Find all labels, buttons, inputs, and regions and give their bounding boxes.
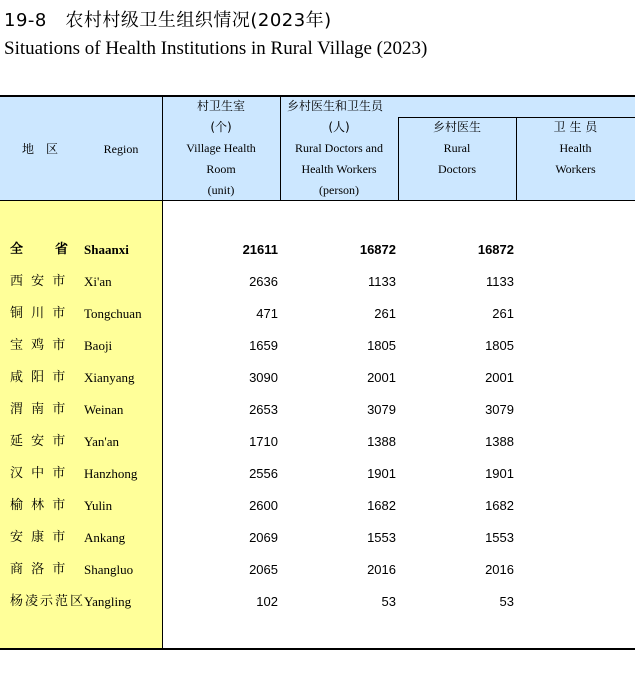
doctors-and-workers-count: 3079 [367,402,396,417]
village-room-count: 2065 [249,562,278,577]
region-name-cn: 杨凌示范区 [10,594,86,609]
region-name-en: Tongchuan [84,306,142,321]
region-name-cn: 榆 林 市 [10,498,68,513]
header-doctors-total: (人) Rural Doctors and Health Workers (person) [295,120,383,197]
rural-doctors-count: 2016 [485,562,514,577]
header-health-workers: 卫 生 员 Health Workers [553,120,598,176]
region-name-cn: 西 安 市 [10,274,68,289]
village-room-count: 2653 [249,402,278,417]
village-room-count: 2600 [249,498,278,513]
region-name-en: Yangling [84,594,132,609]
table-row [0,362,635,394]
village-room-count: 21611 [242,242,278,257]
village-room-count: 3090 [249,370,278,385]
region-name-cn: 渭 南 市 [10,402,68,417]
rural-doctors-count: 53 [499,594,514,609]
region-name-en: Yan'an [84,434,119,449]
table-row [0,458,635,490]
doctors-and-workers-count: 1553 [367,530,396,545]
rural-doctors-count: 2001 [485,370,514,385]
rural-doctors-count: 1553 [485,530,514,545]
header-rural-doctors: 乡村医生 Rural Doctors [432,120,481,176]
village-room-count: 2636 [249,274,278,289]
rural-doctors-count: 1133 [486,274,514,289]
region-name-en: Xianyang [84,370,135,385]
table-row [0,266,635,298]
region-name-en: Shaanxi [84,242,129,257]
page-title-cn: 19-8 农村村级卫生组织情况(2023年) [4,10,332,31]
region-name-en: Xi'an [84,274,112,289]
table-row [0,394,635,426]
header-region-en: Region [103,142,139,156]
region-name-cn: 全 省 [10,242,71,257]
region-name-cn: 咸 阳 市 [10,370,68,385]
village-room-count: 2069 [249,530,278,545]
region-name-en: Baoji [84,338,113,353]
doctors-and-workers-count: 261 [374,306,396,321]
rural-doctors-count: 3079 [485,402,514,417]
rural-doctors-count: 1682 [485,498,514,513]
region-name-cn: 宝 鸡 市 [10,338,68,353]
region-name-cn: 安 康 市 [10,530,68,545]
village-room-count: 1659 [249,338,278,353]
doctors-and-workers-count: 1388 [367,434,396,449]
region-name-cn: 延 安 市 [10,434,68,449]
table-row [0,554,635,586]
table-row [0,426,635,458]
region-name-cn: 商 洛 市 [10,562,68,577]
table-row [0,522,635,554]
doctors-and-workers-count: 2001 [367,370,396,385]
region-name-en: Yulin [84,498,113,513]
doctors-and-workers-count: 1682 [367,498,396,513]
rural-doctors-count: 1901 [485,466,514,481]
data-table [0,95,635,650]
table-row [0,298,635,330]
rural-doctors-count: 16872 [477,242,514,257]
bottom-rule [0,648,635,650]
doctors-and-workers-count: 2016 [367,562,396,577]
rural-doctors-count: 261 [492,306,514,321]
village-room-count: 1710 [249,434,278,449]
village-room-count: 471 [256,306,278,321]
region-name-cn: 汉 中 市 [10,466,68,481]
table-row [0,330,635,362]
rural-doctors-count: 1388 [485,434,514,449]
header-village-room: 村卫生室 (个) Village Health Room (unit) [186,99,256,197]
region-name-en: Ankang [84,530,126,545]
doctors-and-workers-count: 16872 [359,242,396,257]
table-row [0,490,635,522]
region-name-en: Shangluo [84,562,134,577]
doctors-and-workers-count: 1901 [367,466,396,481]
region-name-cn: 铜 川 市 [10,306,68,321]
rural-doctors-count: 1805 [485,338,514,353]
doctors-and-workers-count: 53 [381,594,396,609]
header-region-cn: 地 区 [21,142,58,156]
table-row [0,234,635,266]
doctors-and-workers-count: 1133 [368,274,396,289]
region-name-en: Hanzhong [84,466,138,481]
header-doctors-group: 乡村医生和卫生员 [287,99,384,113]
doctors-and-workers-count: 1805 [367,338,396,353]
village-room-count: 102 [256,594,278,609]
village-room-count: 2556 [249,466,278,481]
page-title-en: Situations of Health Institutions in Rural Village (2023) [4,38,428,59]
region-name-en: Weinan [84,402,124,417]
table-row [0,586,635,618]
